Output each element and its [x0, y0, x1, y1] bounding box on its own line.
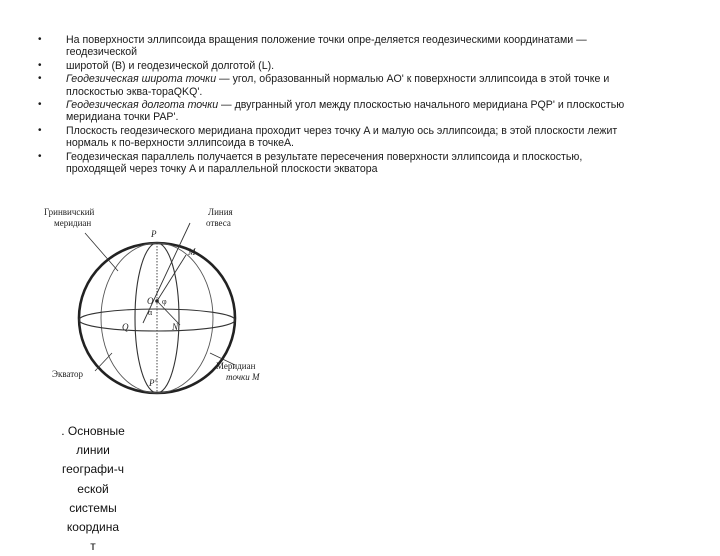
caption-line: линии — [76, 443, 110, 458]
bullet-dot: • — [38, 59, 42, 71]
figure-caption — [28, 422, 158, 556]
bullet-item — [38, 125, 638, 150]
label-point-meridian: Меридиан — [216, 361, 256, 371]
bullet-dot: • — [38, 150, 42, 162]
caption-line: еской — [77, 481, 109, 496]
bullet-dot: • — [38, 124, 42, 136]
ellipsoid-figure — [40, 203, 280, 398]
caption-line: . Основные — [61, 424, 125, 438]
bullet-dot: • — [38, 99, 42, 111]
bullet-item — [38, 151, 638, 176]
label-point-meridian: точки M — [226, 372, 260, 382]
bullet-list — [38, 34, 638, 176]
caption-line: т — [90, 539, 96, 554]
center-point — [155, 299, 159, 303]
bullet-text: — двугранный угол между плоскостью начального меридиана PQP' и плоскостью меридиана точки PAP'. — [66, 99, 625, 124]
label-plumb-line: отвеса — [206, 218, 231, 228]
caption-line: системы — [69, 500, 117, 515]
bullet-dot: • — [38, 34, 42, 45]
point-label-n: N — [172, 322, 179, 332]
ellipsoid-diagram — [40, 203, 280, 398]
bullet-text: Геодезическая параллель получается в результате пересечения поверхности эллипсоида и плоскостью, проходящей через точку A и параллельной плоскости экватора — [66, 150, 583, 176]
caption-line: координа — [66, 520, 120, 535]
bullet-text: широтой (B) и геодезической долготой (L). — [66, 59, 275, 72]
leader-line — [95, 353, 112, 371]
bullet-text: На поверхности эллипсоида вращения положение точки опре-деляется геодезическими координатами — геодезической — [66, 34, 587, 59]
angle-label-alpha: α — [148, 308, 153, 317]
point-label-q: Q — [122, 322, 129, 332]
label-equator: Экватор — [52, 369, 84, 379]
bullet-dot: • — [38, 73, 42, 85]
label-plumb-line: Линия — [208, 207, 233, 217]
bullet-text: Плоскость геодезического меридиана проходит через точку A и малую ось эллипсоида; в этой плоскости лежит нормаль к по-верхности эллипсоида в точкеA. — [66, 124, 618, 150]
bullet-item — [38, 34, 638, 59]
point-label-o: O — [147, 296, 154, 306]
point-label-p-prime: P' — [149, 378, 157, 388]
bullet-term: Геодезическая долгота точки — [66, 99, 219, 112]
bullet-item — [38, 60, 638, 72]
point-label-m: M — [188, 247, 196, 257]
label-greenwich: меридиан — [54, 218, 92, 228]
bullet-text: — угол, образованный нормалью AO' к поверхности эллипсоида в этой точке и плоскостью эква-тораQKQ'. — [66, 73, 610, 98]
bullet-item — [38, 73, 638, 98]
caption-line: географи-ч — [61, 462, 124, 477]
point-label-p: P — [151, 229, 157, 239]
label-greenwich: Гринвичский — [44, 207, 95, 217]
bullet-term: Геодезическая широта точки — [66, 73, 217, 86]
bullet-item — [38, 99, 638, 124]
angle-label-phi: φ — [162, 297, 167, 306]
